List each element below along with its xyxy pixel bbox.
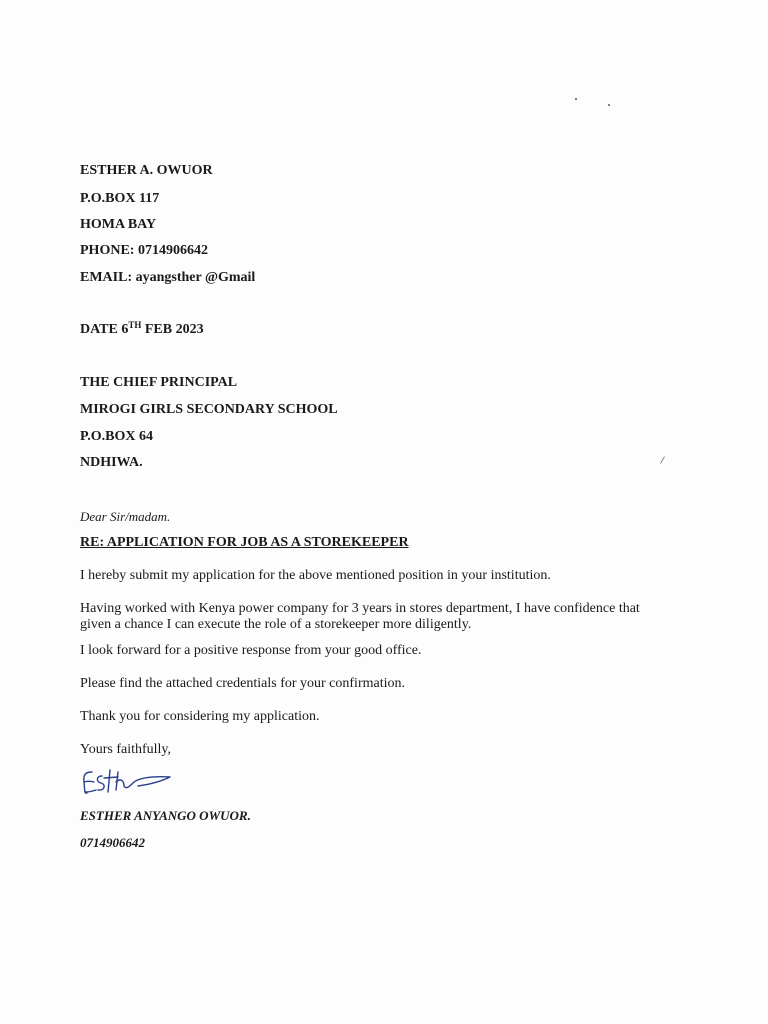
date-rest: FEB 2023 — [141, 322, 204, 337]
scan-speck — [660, 456, 665, 463]
recipient-title: THE CHIEF PRINCIPAL — [80, 375, 238, 390]
scan-speck — [608, 104, 610, 106]
paragraph: I look forward for a positive response from your good office. — [80, 643, 422, 658]
paragraph: Thank you for considering my application. — [80, 709, 320, 724]
sender-town: HOMA BAY — [80, 217, 157, 232]
letter-date — [80, 322, 204, 338]
paragraph: I hereby submit my application for the above mentioned position in your institution. — [80, 568, 551, 583]
salutation: Dear Sir/madam. — [80, 509, 171, 524]
sender-email: EMAIL: ayangsther @Gmail — [80, 270, 256, 285]
closing: Yours faithfully, — [80, 742, 172, 757]
recipient-town: NDHIWA. — [80, 455, 143, 470]
subject-line: RE: APPLICATION FOR JOB AS A STOREKEEPER — [80, 535, 409, 550]
date-prefix: DATE 6 — [80, 322, 129, 337]
paragraph: Please find the attached credentials for your confirmation. — [80, 676, 405, 691]
paragraph: Having worked with Kenya power company for 3 years in stores department, I have confidence that given a chance I can execute the role of a storekeeper more diligently. — [80, 601, 640, 632]
sender-box: P.O.BOX 117 — [80, 191, 160, 206]
recipient-box: P.O.BOX 64 — [80, 429, 153, 444]
recipient-school: MIROGI GIRLS SECONDARY SCHOOL — [80, 402, 338, 417]
sender-phone: PHONE: 0714906642 — [80, 243, 208, 258]
sender-name: ESTHER A. OWUOR — [80, 163, 213, 178]
signatory-phone: 0714906642 — [80, 835, 145, 850]
signatory-name: ESTHER ANYANGO OWUOR. — [80, 808, 251, 823]
scan-speck — [575, 98, 577, 100]
handwritten-signature-icon — [78, 764, 178, 800]
date-suffix: TH — [128, 320, 142, 330]
